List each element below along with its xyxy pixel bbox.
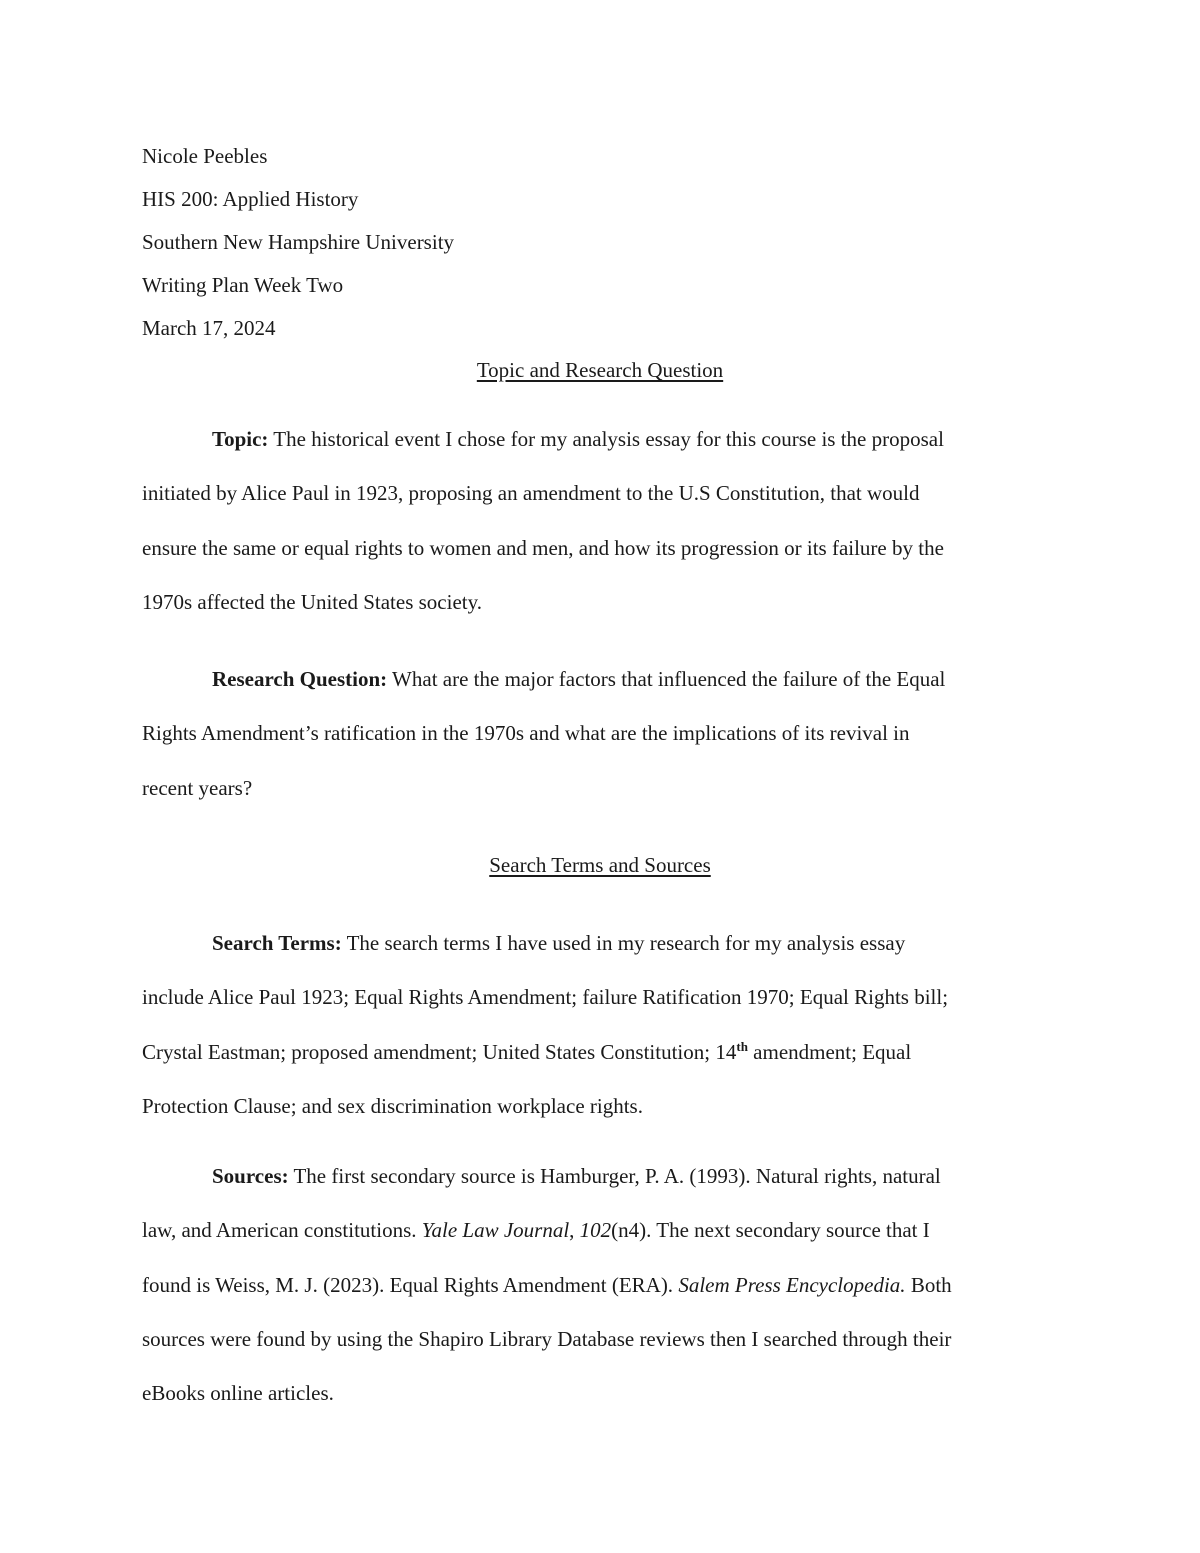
paragraph-line: Topic: The historical event I chose for my analysis essay for this course is the proposal bbox=[212, 427, 944, 451]
paragraph-line: Research Question: What are the major factors that influenced the failure of the Equal bbox=[212, 667, 946, 691]
paragraph-line: law, and American constitutions. Yale Law Journal, 102(n4). The next secondary source that I bbox=[142, 1218, 930, 1243]
paragraph-line: Sources: The first secondary source is Hamburger, P. A. (1993). Natural rights, natural bbox=[212, 1164, 941, 1188]
assignment-title: Writing Plan Week Two bbox=[142, 273, 344, 297]
paragraph-line: Search Terms: The search terms I have used in my research for my analysis essay bbox=[212, 931, 906, 955]
search-terms-label: Search Terms: bbox=[212, 931, 342, 955]
journal-title: Yale Law Journal bbox=[421, 1218, 570, 1243]
search-terms-paragraph bbox=[142, 927, 1058, 1144]
encyclopedia-title: Salem Press Encyclopedia. bbox=[678, 1272, 906, 1297]
section-title-topic: Topic and Research Question bbox=[476, 358, 724, 382]
research-question-label: Research Question: bbox=[212, 667, 388, 691]
journal-volume: 102 bbox=[579, 1218, 612, 1243]
paragraph-line: Protection Clause; and sex discrimination workplace rights. bbox=[142, 1093, 643, 1118]
author-name: Nicole Peebles bbox=[142, 144, 268, 168]
document-header bbox=[142, 140, 1062, 355]
paragraph-line: recent years? bbox=[142, 775, 253, 800]
paragraph-line: eBooks online articles. bbox=[142, 1381, 334, 1406]
paragraph-line: 1970s affected the United States society. bbox=[142, 589, 482, 614]
document-date: March 17, 2024 bbox=[142, 316, 276, 340]
sources-label: Sources: bbox=[212, 1164, 289, 1188]
course-name: HIS 200: Applied History bbox=[142, 187, 359, 211]
ordinal-superscript: th bbox=[736, 1038, 748, 1054]
section-title-search: Search Terms and Sources bbox=[489, 853, 711, 877]
research-question-paragraph bbox=[142, 663, 1058, 826]
paragraph-line: include Alice Paul 1923; Equal Rights Amendment; failure Ratification 1970; Equal Rights bill; bbox=[142, 985, 949, 1010]
paragraph-line: sources were found by using the Shapiro Library Database reviews then I searched through their bbox=[142, 1326, 952, 1351]
sources-paragraph bbox=[142, 1160, 1058, 1431]
paragraph-line: ensure the same or equal rights to women and men, and how its progression or its failure by the bbox=[142, 535, 944, 560]
topic-label: Topic: bbox=[212, 427, 269, 451]
topic-paragraph bbox=[142, 423, 1058, 640]
paragraph-line: Crystal Eastman; proposed amendment; United States Constitution; 14th amendment; Equal bbox=[142, 1038, 912, 1064]
paragraph-line: found is Weiss, M. J. (2023). Equal Rights Amendment (ERA). Salem Press Encyclopedia. Both bbox=[142, 1272, 952, 1297]
paragraph-line: initiated by Alice Paul in 1923, proposing an amendment to the U.S Constitution, that would bbox=[142, 481, 920, 506]
paragraph-line: Rights Amendment’s ratification in the 1970s and what are the implications of its revival in bbox=[142, 721, 910, 746]
institution-name: Southern New Hampshire University bbox=[142, 230, 455, 254]
